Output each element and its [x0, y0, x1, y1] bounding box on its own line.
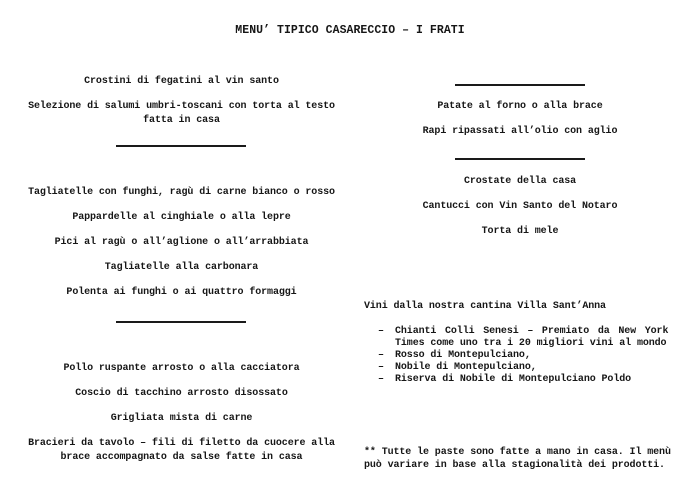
menu-item-line: Grigliata mista di carne — [110, 413, 253, 424]
footer-note-line: ** Tutte le paste sono fatte a mano in casa. Il menù — [364, 447, 671, 458]
menu-item — [364, 200, 676, 214]
menu-item — [16, 261, 347, 275]
section-separator — [455, 158, 585, 160]
menu-item-line: Torta di mele — [481, 226, 559, 237]
section-separator — [116, 145, 246, 147]
wine-list-item — [364, 374, 694, 386]
menu-item — [364, 225, 676, 239]
menu-item — [16, 362, 347, 376]
dash-bullet: – — [378, 326, 384, 337]
wine-section-heading: Vini dalla nostra cantina Villa Sant’Anna — [364, 301, 606, 312]
menu-item-line: Pollo ruspante arrosto o alla cacciatora — [63, 363, 300, 374]
wine-item-line: Rosso di Montepulciano, — [395, 350, 531, 361]
menu-item — [16, 211, 347, 225]
menu-item-line: Tagliatelle alla carbonara — [104, 262, 259, 273]
dolci-section — [364, 175, 676, 239]
menu-item-line: Cantucci con Vin Santo del Notaro — [422, 201, 618, 212]
wine-item-line: Riserva di Nobile di Montepulciano Poldo — [395, 374, 632, 385]
wine-list-item — [364, 362, 694, 374]
menu-item — [16, 186, 347, 200]
wine-list — [364, 326, 694, 386]
section-separator — [455, 84, 585, 86]
wine-list-item — [364, 350, 694, 362]
menu-item — [16, 387, 347, 401]
dash-bullet: – — [378, 350, 384, 361]
menu-item-line: fatta in casa — [143, 115, 220, 126]
menu-item-line: Patate al forno o alla brace — [437, 101, 603, 112]
menu-item — [16, 236, 347, 250]
menu-item-line: brace accompagnato da salse fatte in casa — [60, 452, 303, 463]
menu-item-line: Tagliatelle con funghi, ragù di carne bianco o rosso — [28, 187, 335, 198]
menu-item — [364, 175, 676, 189]
footer-note-line: può variare in base alla stagionalità dei prodotti. — [364, 460, 665, 471]
dash-bullet: – — [378, 362, 384, 373]
menu-item-line: Rapi ripassati all’olio con aglio — [422, 126, 618, 137]
menu-item-line: Crostate della casa — [463, 176, 577, 187]
menu-item — [364, 100, 676, 114]
dash-bullet: – — [378, 374, 384, 385]
menu-item-line: Bracieri da tavolo – fili di filetto da cuocere alla — [28, 438, 335, 449]
wine-item-line: Times come uno tra i 20 migliori vini al mondo — [395, 338, 667, 349]
menu-item — [16, 75, 347, 89]
menu-item — [16, 412, 347, 426]
wine-item-line: Chianti Colli Senesi – Premiato da New York — [395, 326, 669, 337]
menu-item-line: Coscio di tacchino arrosto disossato — [75, 388, 288, 399]
menu-item-line: Pici al ragù o all’aglione o all’arrabbiata — [54, 237, 309, 248]
menu-item — [16, 437, 347, 465]
wine-item-line: Nobile di Montepulciano, — [395, 362, 537, 373]
antipasti-section — [16, 75, 347, 128]
footer-note — [364, 446, 694, 472]
primi-section — [16, 186, 347, 300]
menu-item — [16, 100, 347, 128]
secondi-section — [16, 362, 347, 465]
menu-item-line: Selezione di salumi umbri-toscani con torta al testo — [28, 101, 335, 112]
wine-list-item — [364, 326, 694, 350]
menu-item — [16, 286, 347, 300]
section-separator — [116, 321, 246, 323]
menu-item-line: Pappardelle al cinghiale o alla lepre — [72, 212, 291, 223]
contorni-section — [364, 100, 676, 139]
menu-item — [364, 125, 676, 139]
menu-item-line: Polenta ai funghi o ai quattro formaggi — [66, 287, 297, 298]
menu-item-line: Crostini di fegatini al vin santo — [84, 76, 279, 87]
menu-title: MENU’ TIPICO CASARECCIO – I FRATI — [235, 24, 465, 37]
